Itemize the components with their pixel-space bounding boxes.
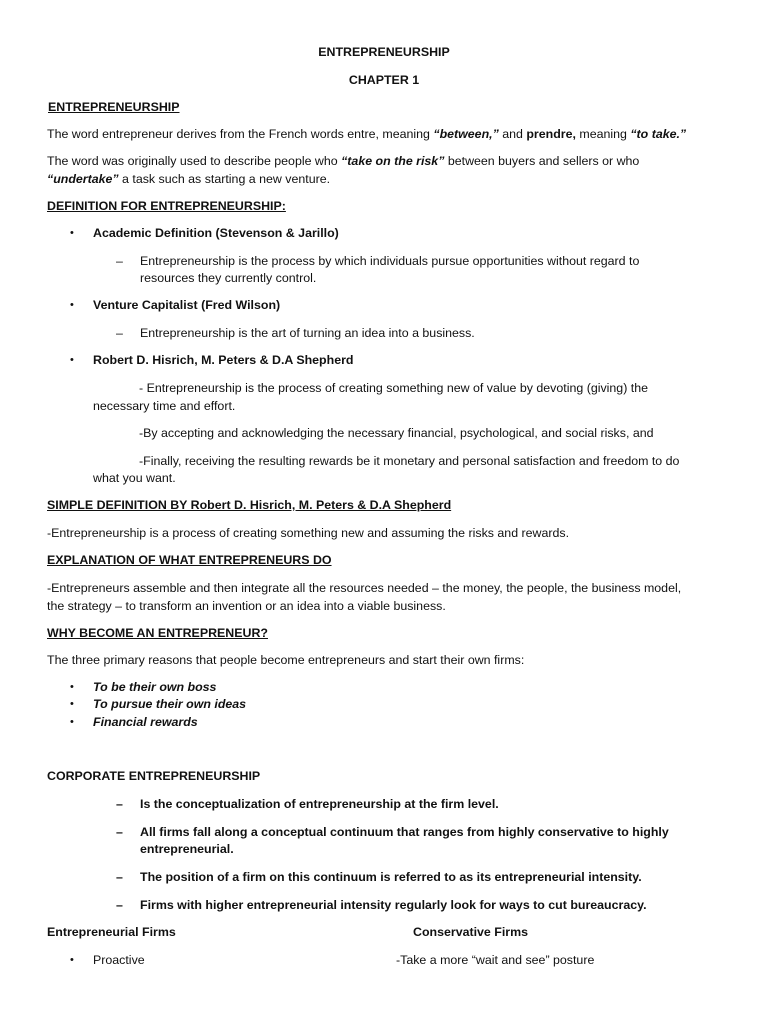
reason-item: To pursue their own ideas <box>93 697 247 711</box>
origin-text: a task such as starting a new venture. <box>118 172 331 186</box>
entrepreneurial-firms-heading: Entrepreneurial Firms <box>47 925 176 939</box>
hisrich-point-3-line-1: -Finally, receiving the resulting rewards be it monetary and personal satisfaction and freedom to do <box>139 454 680 468</box>
origin-paragraph-2-line-1 <box>47 153 639 169</box>
corporate-item-4: Firms with higher entrepreneurial intensity regularly look for ways to cut bureaucracy. <box>140 898 647 912</box>
origin-paragraph-2-line-2 <box>47 171 330 187</box>
origin-emphasis: “to take.” <box>630 127 687 141</box>
origin-text: The word entrepreneur derives from the French words entre, meaning <box>47 127 434 141</box>
academic-definition-title: Academic Definition (Stevenson & Jarillo) <box>93 226 339 240</box>
conservative-firms-heading: Conservative Firms <box>413 925 529 939</box>
hisrich-definition-title: Robert D. Hisrich, M. Peters & D.A Shepherd <box>93 353 354 367</box>
document-title: ENTREPRENEURSHIP <box>318 45 450 59</box>
origin-term: prendre, <box>526 127 576 141</box>
dash-icon: – <box>116 870 123 884</box>
dash-icon: – <box>116 254 123 268</box>
chapter-label: CHAPTER 1 <box>348 73 420 87</box>
bullet-icon: • <box>70 698 74 710</box>
explanation-line-1: -Entrepreneurs assemble and then integrate all the resources needed – the money, the people, the business model, <box>47 581 682 595</box>
corporate-heading: CORPORATE ENTREPRENEURSHIP <box>47 769 261 783</box>
bullet-icon: • <box>70 716 74 728</box>
explanation-heading: EXPLANATION OF WHAT ENTREPRENEURS DO <box>47 553 332 567</box>
corporate-item-2-line-2: entrepreneurial. <box>140 842 234 856</box>
origin-text: and <box>498 127 527 141</box>
conservative-firm-trait: -Take a more “wait and see” posture <box>396 953 595 967</box>
dash-icon: – <box>116 898 123 912</box>
reason-item: To be their own boss <box>93 680 217 694</box>
explanation-line-2: the strategy – to transform an invention or an idea into a viable business. <box>47 599 446 613</box>
academic-definition-line-1: Entrepreneurship is the process by which individuals pursue opportunities without regard to <box>140 254 640 268</box>
bullet-icon: • <box>70 227 74 239</box>
origin-text: meaning <box>575 127 631 141</box>
corporate-item-1: Is the conceptualization of entrepreneurship at the firm level. <box>140 797 499 811</box>
hisrich-point-2: -By accepting and acknowledging the necessary financial, psychological, and social risks, and <box>139 426 654 440</box>
vc-definition-title: Venture Capitalist (Fred Wilson) <box>93 298 281 312</box>
hisrich-point-1-line-2: necessary time and effort. <box>93 399 236 413</box>
origin-emphasis: “undertake” <box>47 172 119 186</box>
reason-item: Financial rewards <box>93 715 198 729</box>
origin-emphasis: “between,” <box>433 127 499 141</box>
origin-paragraph-1 <box>47 126 686 142</box>
dash-icon: – <box>116 825 123 839</box>
academic-definition-line-2: resources they currently control. <box>140 271 317 285</box>
hisrich-point-3-line-2: what you want. <box>93 471 176 485</box>
bullet-icon: • <box>70 354 74 366</box>
dash-icon: – <box>116 326 123 340</box>
simple-definition-text: -Entrepreneurship is a process of creating something new and assuming the risks and rewards. <box>47 526 570 540</box>
why-intro: The three primary reasons that people become entrepreneurs and start their own firms: <box>47 653 525 667</box>
entrepreneurial-firm-trait: Proactive <box>93 953 145 967</box>
why-heading: WHY BECOME AN ENTREPRENEUR? <box>47 626 268 640</box>
corporate-item-2-line-1: All firms fall along a conceptual continuum that ranges from highly conservative to highly <box>140 825 669 839</box>
origin-emphasis: “take on the risk” <box>341 154 445 168</box>
bullet-icon: • <box>70 299 74 311</box>
vc-definition-text: Entrepreneurship is the art of turning an idea into a business. <box>140 326 475 340</box>
simple-definition-heading: SIMPLE DEFINITION BY Robert D. Hisrich, M. Peters & D.A Shepherd <box>47 498 452 512</box>
bullet-icon: • <box>70 681 74 693</box>
origin-text: between buyers and sellers or who <box>444 154 640 168</box>
hisrich-point-1-line-1: - Entrepreneurship is the process of creating something new of value by devoting (giving) the <box>139 381 648 395</box>
bullet-icon: • <box>70 954 74 966</box>
definitions-heading: DEFINITION FOR ENTREPRENEURSHIP: <box>47 199 286 213</box>
dash-icon: – <box>116 797 123 811</box>
section-heading: ENTREPRENEURSHIP <box>48 100 180 114</box>
origin-text: The word was originally used to describe people who <box>47 154 342 168</box>
corporate-item-3: The position of a firm on this continuum is referred to as its entrepreneurial intensity. <box>140 870 642 884</box>
